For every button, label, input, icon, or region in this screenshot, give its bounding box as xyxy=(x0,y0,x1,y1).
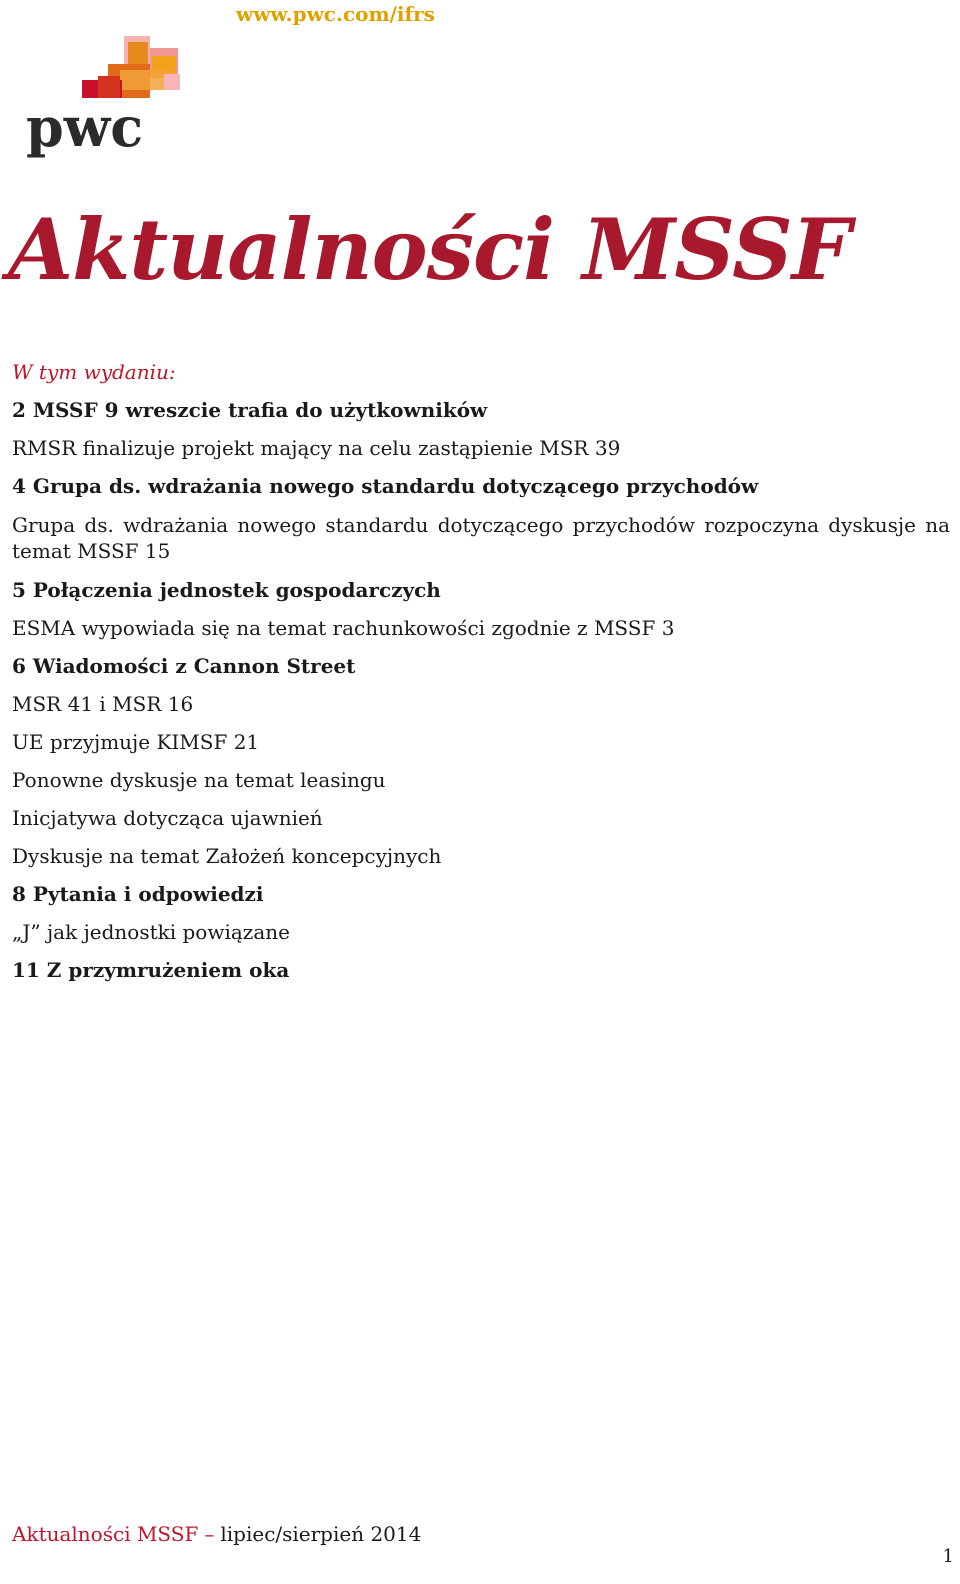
toc-entry[interactable]: 11 Z przymrużeniem oka xyxy=(12,958,290,982)
pwc-logo xyxy=(24,34,194,164)
website-link[interactable]: www.pwc.com/ifrs xyxy=(236,2,435,26)
toc-entry[interactable]: 5 Połączenia jednostek gospodarczych xyxy=(12,578,441,602)
toc-entry[interactable]: MSR 41 i MSR 16 xyxy=(12,692,194,716)
footer-title: Aktualności MSSF xyxy=(12,1522,199,1546)
toc-entry[interactable]: 6 Wiadomości z Cannon Street xyxy=(12,654,356,678)
table-of-contents xyxy=(12,360,950,996)
toc-heading: W tym wydaniu: xyxy=(12,360,176,384)
toc-entry[interactable]: Inicjatywa dotycząca ujawnień xyxy=(12,806,323,830)
newsletter-title: Aktualności MSSF xyxy=(8,200,851,299)
toc-entry[interactable]: RMSR finalizuje projekt mający na celu zastąpienie MSR 39 xyxy=(12,436,621,460)
page-number: 1 xyxy=(942,1546,954,1567)
toc-entry[interactable]: Ponowne dyskusje na temat leasingu xyxy=(12,768,386,792)
page-footer xyxy=(12,1522,421,1546)
toc-entry[interactable]: Grupa ds. wdrażania nowego standardu dotyczącego przychodów rozpoczyna dyskusje na temat MSSF 15 xyxy=(12,513,950,563)
toc-entry[interactable]: „J” jak jednostki powiązane xyxy=(12,920,290,944)
toc-entry[interactable]: ESMA wypowiada się na temat rachunkowości zgodnie z MSSF 3 xyxy=(12,616,675,640)
footer-separator: – xyxy=(204,1522,215,1546)
toc-entry[interactable]: UE przyjmuje KIMSF 21 xyxy=(12,730,260,754)
toc-entry[interactable]: 8 Pytania i odpowiedzi xyxy=(12,882,264,906)
toc-entry[interactable]: 2 MSSF 9 wreszcie trafia do użytkowników xyxy=(12,398,488,422)
footer-date: lipiec/sierpień 2014 xyxy=(220,1522,422,1546)
pwc-wordmark: pwc xyxy=(26,95,144,159)
toc-entry[interactable]: 4 Grupa ds. wdrażania nowego standardu dotyczącego przychodów xyxy=(12,474,759,498)
toc-entry[interactable]: Dyskusje na temat Założeń koncepcyjnych xyxy=(12,844,442,868)
